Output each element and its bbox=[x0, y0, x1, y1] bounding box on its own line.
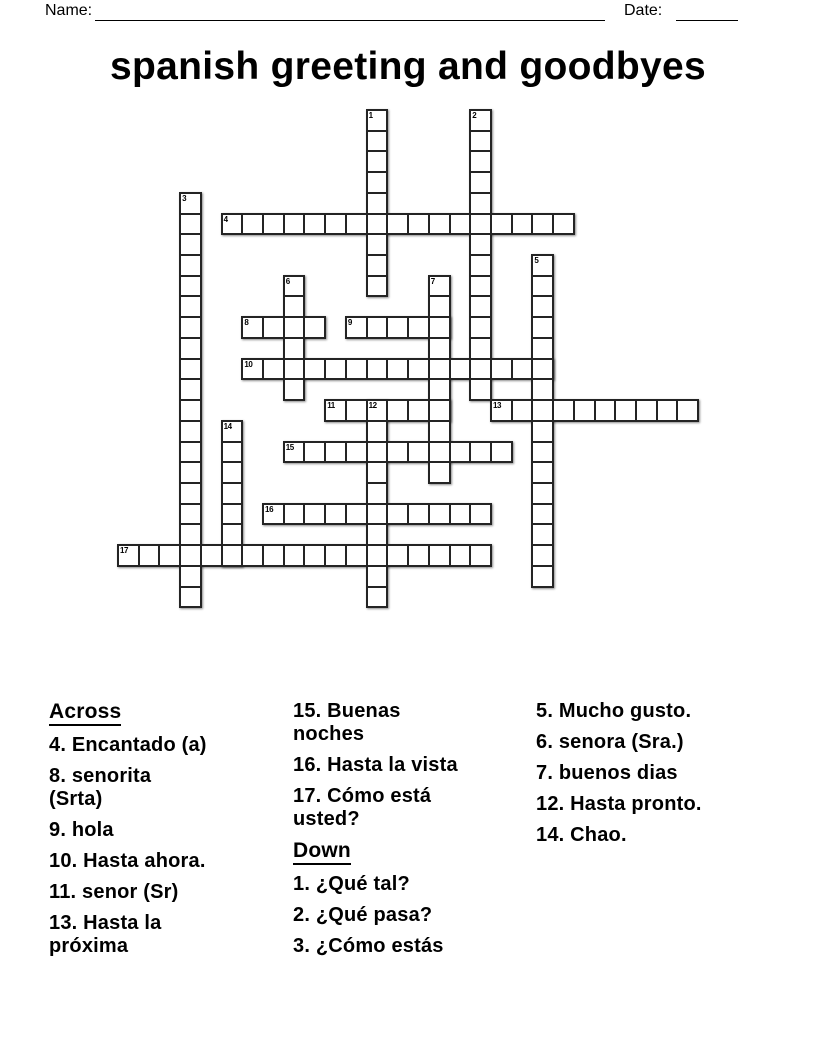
grid-cell[interactable] bbox=[366, 150, 389, 173]
grid-cell[interactable] bbox=[552, 213, 575, 236]
grid-cell[interactable] bbox=[531, 482, 554, 505]
grid-cell[interactable] bbox=[386, 316, 409, 339]
clue-line: 9. hola bbox=[49, 819, 114, 841]
grid-cell[interactable] bbox=[490, 399, 513, 422]
grid-cell[interactable] bbox=[531, 399, 554, 422]
cell-number: 14 bbox=[223, 421, 232, 431]
grid-cell[interactable] bbox=[345, 358, 368, 381]
grid-cell[interactable] bbox=[531, 337, 554, 360]
clue-line: próxima bbox=[49, 935, 129, 957]
grid-cell[interactable] bbox=[179, 295, 202, 318]
cell-number: 13 bbox=[492, 401, 502, 411]
grid-cell[interactable] bbox=[366, 192, 389, 215]
grid-cell[interactable] bbox=[366, 171, 389, 194]
date-label: Date: bbox=[624, 2, 663, 19]
grid-cell[interactable] bbox=[511, 399, 534, 422]
grid-cell[interactable] bbox=[283, 337, 306, 360]
grid-cell[interactable] bbox=[449, 358, 472, 381]
clue-line: usted? bbox=[293, 808, 360, 830]
grid-cell[interactable] bbox=[303, 441, 326, 464]
grid-cell[interactable] bbox=[407, 316, 430, 339]
grid-cell[interactable] bbox=[345, 441, 368, 464]
date-underline[interactable] bbox=[676, 19, 738, 21]
grid-cell[interactable] bbox=[573, 399, 596, 422]
grid-cell[interactable] bbox=[241, 213, 264, 236]
grid-cell[interactable] bbox=[531, 461, 554, 484]
crossword-grid bbox=[118, 110, 700, 609]
clue-across-13 bbox=[49, 912, 294, 958]
cell-number: 16 bbox=[265, 504, 274, 514]
grid-cell[interactable] bbox=[179, 441, 202, 464]
grid-cell[interactable] bbox=[179, 213, 202, 236]
grid-cell[interactable] bbox=[428, 358, 451, 381]
grid-cell[interactable] bbox=[221, 461, 244, 484]
cell-number: 2 bbox=[472, 111, 477, 120]
grid-cell[interactable] bbox=[179, 275, 202, 298]
grid-cell[interactable] bbox=[490, 358, 513, 381]
clue-line: 13. Hasta la bbox=[49, 912, 162, 934]
grid-cell[interactable] bbox=[221, 544, 244, 567]
grid-cell[interactable] bbox=[366, 482, 389, 505]
grid-cell[interactable] bbox=[449, 544, 472, 567]
grid-cell[interactable] bbox=[324, 441, 347, 464]
clue-column-1 bbox=[49, 700, 294, 966]
grid-cell[interactable] bbox=[179, 316, 202, 339]
grid-cell[interactable] bbox=[428, 420, 451, 443]
grid-cell[interactable] bbox=[283, 295, 306, 318]
grid-cell[interactable] bbox=[283, 316, 306, 339]
grid-cell[interactable] bbox=[324, 213, 347, 236]
grid-cell[interactable] bbox=[179, 378, 202, 401]
grid-cell[interactable] bbox=[221, 441, 244, 464]
grid-cell[interactable] bbox=[303, 503, 326, 526]
grid-cell[interactable] bbox=[469, 337, 492, 360]
grid-cell[interactable] bbox=[531, 420, 554, 443]
grid-cell[interactable] bbox=[469, 441, 492, 464]
grid-cell[interactable] bbox=[531, 378, 554, 401]
grid-cell[interactable] bbox=[594, 399, 617, 422]
grid-cell[interactable] bbox=[428, 275, 451, 298]
grid-cell[interactable] bbox=[366, 275, 389, 298]
grid-cell[interactable] bbox=[283, 275, 306, 298]
grid-cell[interactable] bbox=[386, 399, 409, 422]
grid-cell[interactable] bbox=[283, 441, 306, 464]
name-label: Name: bbox=[45, 2, 93, 19]
clue-line: (Srta) bbox=[49, 788, 103, 810]
grid-cell[interactable] bbox=[407, 503, 430, 526]
grid-cell[interactable] bbox=[531, 523, 554, 546]
grid-cell[interactable] bbox=[386, 503, 409, 526]
grid-cell[interactable] bbox=[283, 213, 306, 236]
clue-column-3 bbox=[536, 700, 781, 855]
grid-cell[interactable] bbox=[469, 358, 492, 381]
grid-cell[interactable] bbox=[407, 441, 430, 464]
clue-line: 8. senorita bbox=[49, 765, 152, 787]
clue-line: 10. Hasta ahora. bbox=[49, 850, 206, 872]
clue-line: 7. buenos dias bbox=[536, 762, 678, 784]
grid-cell[interactable] bbox=[511, 213, 534, 236]
clue-line: 11. senor (Sr) bbox=[49, 881, 179, 903]
grid-cell[interactable] bbox=[656, 399, 679, 422]
grid-cell[interactable] bbox=[531, 441, 554, 464]
grid-cell[interactable] bbox=[324, 544, 347, 567]
clue-line: 12. Hasta pronto. bbox=[536, 793, 702, 815]
grid-cell[interactable] bbox=[386, 544, 409, 567]
clue-down-2 bbox=[293, 904, 538, 927]
grid-cell[interactable] bbox=[676, 399, 699, 422]
grid-cell[interactable] bbox=[469, 544, 492, 567]
grid-cell[interactable] bbox=[366, 316, 389, 339]
grid-cell[interactable] bbox=[366, 358, 389, 381]
clue-line: 6. senora (Sra.) bbox=[536, 731, 684, 753]
grid-cell[interactable] bbox=[469, 378, 492, 401]
grid-cell[interactable] bbox=[531, 316, 554, 339]
grid-cell[interactable] bbox=[449, 213, 472, 236]
grid-cell[interactable] bbox=[366, 233, 389, 256]
grid-cell[interactable] bbox=[469, 233, 492, 256]
grid-cell[interactable] bbox=[531, 254, 554, 277]
grid-cell[interactable] bbox=[469, 275, 492, 298]
grid-cell[interactable] bbox=[531, 544, 554, 567]
grid-cell[interactable] bbox=[200, 544, 223, 567]
grid-cell[interactable] bbox=[407, 358, 430, 381]
grid-cell[interactable] bbox=[531, 295, 554, 318]
clue-line: noches bbox=[293, 723, 365, 745]
clue-down-5 bbox=[536, 700, 781, 723]
grid-cell[interactable] bbox=[428, 503, 451, 526]
clue-down-6 bbox=[536, 731, 781, 754]
grid-cell[interactable] bbox=[262, 503, 285, 526]
grid-cell[interactable] bbox=[469, 109, 492, 132]
clue-line: 2. ¿Qué pasa? bbox=[293, 904, 433, 926]
grid-cell[interactable] bbox=[407, 544, 430, 567]
cell-number: 5 bbox=[534, 256, 539, 266]
cell-number: 7 bbox=[430, 276, 435, 286]
clue-column-2 bbox=[293, 700, 538, 966]
grid-cell[interactable] bbox=[366, 441, 389, 464]
clue-line: 4. Encantado (a) bbox=[49, 734, 207, 756]
grid-cell[interactable] bbox=[552, 399, 575, 422]
grid-cell[interactable] bbox=[366, 213, 389, 236]
cell-number: 17 bbox=[120, 546, 129, 556]
grid-cell[interactable] bbox=[428, 544, 451, 567]
grid-cell[interactable] bbox=[324, 399, 347, 422]
grid-cell[interactable] bbox=[303, 316, 326, 339]
page-title: spanish greeting and goodbyes bbox=[110, 45, 706, 88]
grid-cell[interactable] bbox=[179, 461, 202, 484]
cell-number: 10 bbox=[244, 359, 253, 369]
grid-cell[interactable] bbox=[221, 420, 244, 443]
clue-line: 14. Chao. bbox=[536, 824, 627, 846]
cell-number: 9 bbox=[347, 318, 352, 328]
grid-cell[interactable] bbox=[366, 109, 389, 132]
grid-cell[interactable] bbox=[428, 378, 451, 401]
grid-cell[interactable] bbox=[469, 316, 492, 339]
cell-number: 8 bbox=[244, 318, 249, 328]
grid-cell[interactable] bbox=[179, 544, 202, 567]
grid-cell[interactable] bbox=[179, 523, 202, 546]
cell-number: 12 bbox=[368, 401, 377, 411]
grid-cell[interactable] bbox=[366, 565, 389, 588]
grid-cell[interactable] bbox=[366, 544, 389, 567]
grid-cell[interactable] bbox=[179, 482, 202, 505]
grid-cell[interactable] bbox=[366, 399, 389, 422]
clue-across-15 bbox=[293, 700, 538, 746]
grid-cell[interactable] bbox=[283, 544, 306, 567]
grid-cell[interactable] bbox=[449, 441, 472, 464]
grid-cell[interactable] bbox=[366, 523, 389, 546]
grid-cell[interactable] bbox=[428, 337, 451, 360]
clue-across-8 bbox=[49, 765, 294, 811]
grid-cell[interactable] bbox=[469, 150, 492, 173]
clue-line: 5. Mucho gusto. bbox=[536, 700, 692, 722]
grid-cell[interactable] bbox=[469, 503, 492, 526]
grid-cell[interactable] bbox=[386, 213, 409, 236]
grid-cell[interactable] bbox=[386, 441, 409, 464]
clue-down-7 bbox=[536, 762, 781, 785]
grid-cell[interactable] bbox=[283, 358, 306, 381]
grid-cell[interactable] bbox=[635, 399, 658, 422]
grid-cell[interactable] bbox=[366, 586, 389, 609]
grid-cell[interactable] bbox=[366, 130, 389, 153]
clue-line: 15. Buenas bbox=[293, 700, 401, 722]
grid-cell[interactable] bbox=[345, 544, 368, 567]
grid-cell[interactable] bbox=[179, 565, 202, 588]
grid-cell[interactable] bbox=[262, 316, 285, 339]
grid-cell[interactable] bbox=[345, 503, 368, 526]
grid-cell[interactable] bbox=[117, 544, 140, 567]
grid-cell[interactable] bbox=[283, 503, 306, 526]
grid-cell[interactable] bbox=[428, 399, 451, 422]
cell-number: 15 bbox=[285, 442, 294, 452]
grid-cell[interactable] bbox=[241, 544, 264, 567]
grid-cell[interactable] bbox=[366, 503, 389, 526]
grid-cell[interactable] bbox=[221, 213, 244, 236]
grid-cell[interactable] bbox=[221, 482, 244, 505]
grid-cell[interactable] bbox=[469, 213, 492, 236]
grid-cell[interactable] bbox=[469, 130, 492, 153]
grid-cell[interactable] bbox=[221, 503, 244, 526]
clue-line: 17. Cómo está bbox=[293, 785, 432, 807]
grid-cell[interactable] bbox=[490, 441, 513, 464]
grid-cell[interactable] bbox=[179, 420, 202, 443]
grid-cell[interactable] bbox=[449, 503, 472, 526]
grid-cell[interactable] bbox=[179, 192, 202, 215]
grid-cell[interactable] bbox=[345, 316, 368, 339]
grid-cell[interactable] bbox=[241, 358, 264, 381]
grid-cell[interactable] bbox=[428, 295, 451, 318]
grid-cell[interactable] bbox=[345, 399, 368, 422]
grid-cell[interactable] bbox=[531, 358, 554, 381]
grid-cell[interactable] bbox=[531, 503, 554, 526]
grid-cell[interactable] bbox=[469, 254, 492, 277]
cell-number: 3 bbox=[182, 193, 187, 203]
clue-down-14 bbox=[536, 824, 781, 847]
grid-cell[interactable] bbox=[366, 420, 389, 443]
grid-cell[interactable] bbox=[262, 213, 285, 236]
grid-cell[interactable] bbox=[428, 461, 451, 484]
clue-down-12 bbox=[536, 793, 781, 816]
grid-cell[interactable] bbox=[428, 316, 451, 339]
clue-line: 16. Hasta la vista bbox=[293, 754, 458, 776]
grid-cell[interactable] bbox=[366, 461, 389, 484]
clue-down-3 bbox=[293, 935, 538, 958]
grid-cell[interactable] bbox=[158, 544, 181, 567]
cell-number: 1 bbox=[368, 111, 373, 120]
clue-across-10 bbox=[49, 850, 294, 873]
grid-cell[interactable] bbox=[179, 503, 202, 526]
clues-heading-across: Across bbox=[49, 700, 294, 726]
name-underline[interactable] bbox=[95, 19, 605, 21]
grid-cell[interactable] bbox=[531, 213, 554, 236]
grid-cell[interactable] bbox=[531, 275, 554, 298]
grid-cell[interactable] bbox=[386, 358, 409, 381]
grid-cell[interactable] bbox=[407, 213, 430, 236]
clue-line: 1. ¿Qué tal? bbox=[293, 873, 410, 895]
grid-cell[interactable] bbox=[428, 213, 451, 236]
grid-cell[interactable] bbox=[324, 358, 347, 381]
cell-number: 11 bbox=[327, 401, 335, 411]
grid-cell[interactable] bbox=[241, 316, 264, 339]
grid-cell[interactable] bbox=[469, 192, 492, 215]
grid-cell[interactable] bbox=[179, 399, 202, 422]
grid-cell[interactable] bbox=[469, 171, 492, 194]
clue-across-17 bbox=[293, 785, 538, 831]
grid-cell[interactable] bbox=[531, 565, 554, 588]
grid-cell[interactable] bbox=[490, 213, 513, 236]
grid-cell[interactable] bbox=[179, 254, 202, 277]
grid-cell[interactable] bbox=[428, 441, 451, 464]
clue-across-11 bbox=[49, 881, 294, 904]
grid-cell[interactable] bbox=[511, 358, 534, 381]
grid-cell[interactable] bbox=[366, 254, 389, 277]
clue-across-9 bbox=[49, 819, 294, 842]
grid-cell[interactable] bbox=[283, 378, 306, 401]
grid-cell[interactable] bbox=[138, 544, 161, 567]
grid-cell[interactable] bbox=[345, 213, 368, 236]
grid-cell[interactable] bbox=[407, 399, 430, 422]
clues-heading-down: Down bbox=[293, 839, 538, 865]
grid-cell[interactable] bbox=[324, 503, 347, 526]
grid-cell[interactable] bbox=[262, 358, 285, 381]
grid-cell[interactable] bbox=[303, 544, 326, 567]
grid-cell[interactable] bbox=[303, 213, 326, 236]
grid-cell[interactable] bbox=[614, 399, 637, 422]
grid-cell[interactable] bbox=[179, 358, 202, 381]
clue-down-1 bbox=[293, 873, 538, 896]
grid-cell[interactable] bbox=[179, 337, 202, 360]
grid-cell[interactable] bbox=[262, 544, 285, 567]
clue-across-4 bbox=[49, 734, 294, 757]
grid-cell[interactable] bbox=[179, 586, 202, 609]
grid-cell[interactable] bbox=[221, 523, 244, 546]
cell-number: 4 bbox=[223, 214, 228, 224]
grid-cell[interactable] bbox=[179, 233, 202, 256]
cell-number: 6 bbox=[285, 276, 290, 286]
clue-across-16 bbox=[293, 754, 538, 777]
grid-cell[interactable] bbox=[303, 358, 326, 381]
grid-cell[interactable] bbox=[469, 295, 492, 318]
clue-line: 3. ¿Cómo estás bbox=[293, 935, 444, 957]
